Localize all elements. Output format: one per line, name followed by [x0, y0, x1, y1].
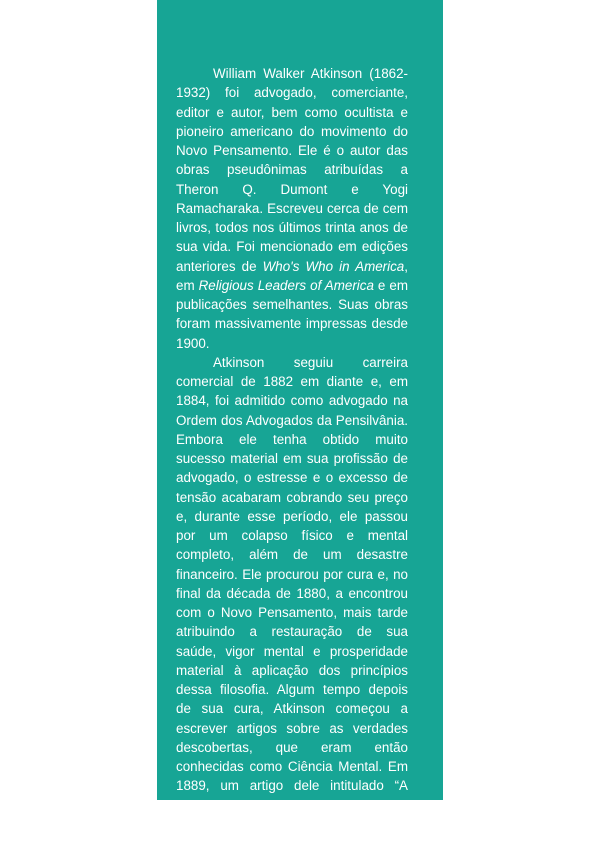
author-biography — [176, 64, 408, 853]
book-title-whos-who: Who's Who in America — [262, 258, 405, 274]
bio-p2-text-end: . — [274, 836, 278, 851]
bio-p1-text-b: , em — [176, 258, 408, 293]
bio-p1-text-a: William Walker Atkinson (1862-1932) foi advogado, comerciante, editor e autor, bem como ocultista e pioneiro americano do movimento do Novo Pensamento. Ele é o autor das obras pseudônimas atribuídas a Theron Q. Dumont e Yogi Ramacharaka. Escreveu cerca de cem livros, todos nos últimos trinta anos de sua vida. Foi mencionado em edições anteriores de — [176, 66, 408, 274]
periodical-title-modern-thought: Modern Thought — [176, 836, 275, 851]
book-title-religious-leaders: Religious Leaders of America — [198, 277, 374, 293]
bio-paragraph-1 — [176, 64, 408, 353]
bio-paragraph-2 — [176, 353, 408, 853]
bio-p2-text-a: Atkinson seguiu carreira comercial de 1882 em diante e, em 1884, foi admitido como advogado na Ordem dos Advogados da Pensilvânia. Embora ele tenha obtido muito sucesso material em sua profissão de advogado, o estresse e o excesso de tensão acabaram cobrando seu preço e, durante esse período, ele passou por um colapso físico e mental completo, além de um desastre financeiro. Ele procurou por cura e, no final da década de 1880, a encontrou com o Novo Pensamento, mais tarde atribuindo a restauração de sua saúde, vigor mental e prosperidade material à aplicação dos princípios dessa filosofia. Algum tempo depois de sua cura, Atkinson começou a escrever artigos sobre as verdades descobertas, que eram então conhecidas como Ciência Mental. Em 1889, um artigo dele intitulado “A Mental Science Catechism”, apareceu no novo periódico de Charles Fillmore, — [176, 354, 408, 832]
bio-p1-text-c: e em publicações semelhantes. Suas obras foram massivamente impressas desde 1900. — [176, 277, 408, 351]
